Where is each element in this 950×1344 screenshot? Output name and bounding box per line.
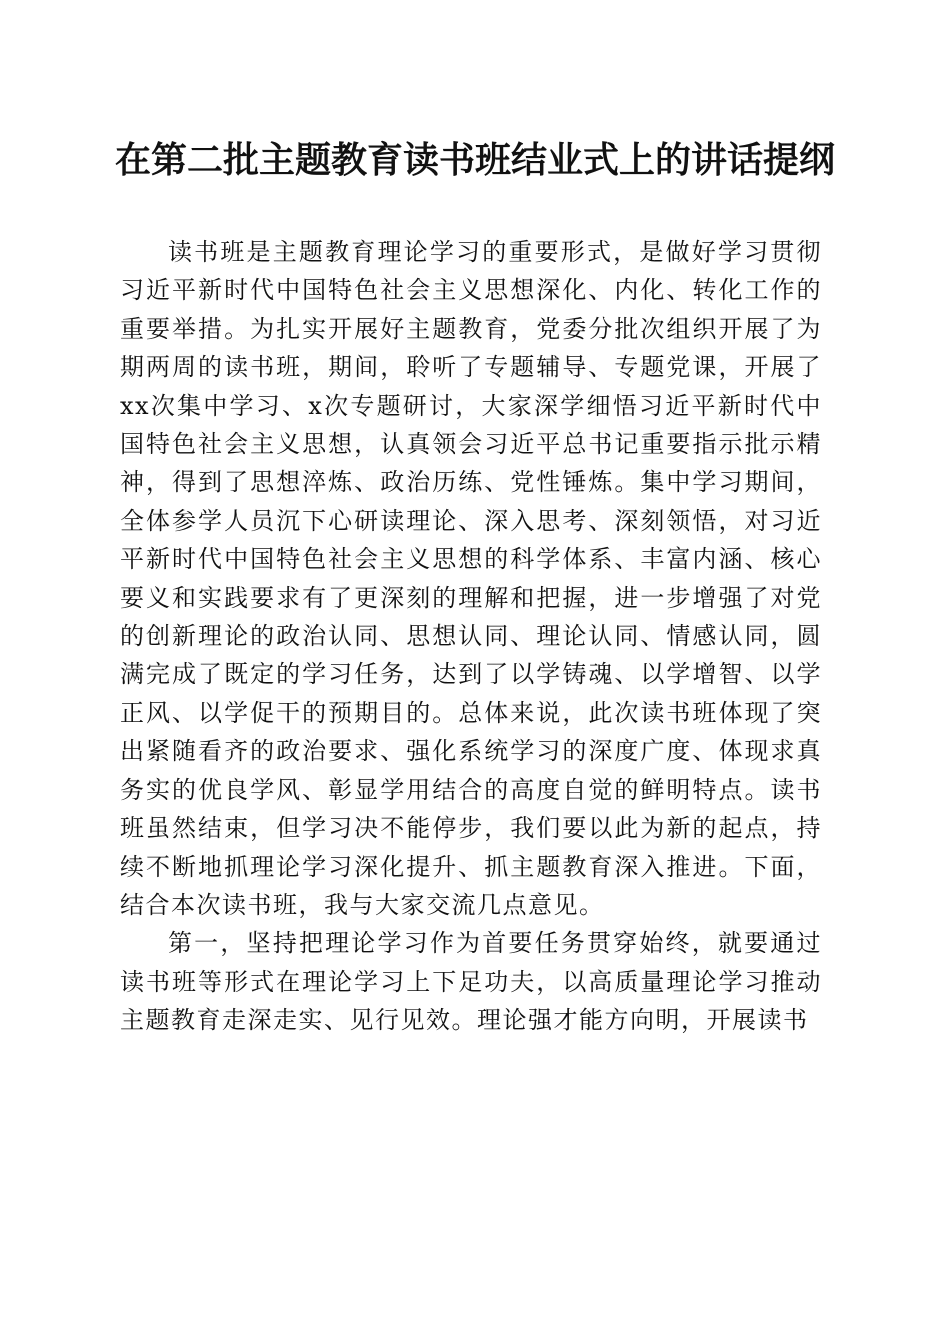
document-title: 在第二批主题教育读书班结业式上的讲话提纲 <box>114 139 835 181</box>
paragraph-point-one: 第一，坚持把理论学习作为首要任务贯穿始终，就要通过读书班等形式在理论学习上下足功夫，以高质量理论学习推动主题教育走深走实、见行见效。理论强才能方向明，开展读书 <box>120 929 822 1035</box>
paragraph-intro: 读书班是主题教育理论学习的重要形式，是做好学习贯彻习近平新时代中国特色社会主义思想深化、内化、转化工作的重要举措。为扎实开展好主题教育，党委分批次组织开展了为期两周的读书班，期间，聆听了专题辅导、专题党课，开展了xx次集中学习、x次专题研讨，大家深学细悟习近平新时代中国特色社会主义思想，认真领会习近平总书记重要指示批示精神，得到了思想淬炼、政治历练、党性锤炼。集中学习期间，全体参学人员沉下心研读理论、深入思考、深刻领悟，对习近平新时代中国特色社会主义思想的科学体系、丰富内涵、核心要义和实践要求有了更深刻的理解和把握，进一步增强了对党的创新理论的政治认同、思想认同、理论认同、情感认同，圆满完成了既定的学习任务，达到了以学铸魂、以学增智、以学正风、以学促干的预期目的。总体来说，此次读书班体现了突出紧随看齐的政治要求、强化系统学习的深度广度、体现求真务实的优良学风、彰显学用结合的高度自觉的鲜明特点。读书班虽然结束，但学习决不能停步，我们要以此为新的起点，持续不断地抓理论学习深化提升、抓主题教育深入推进。下面，结合本次读书班，我与大家交流几点意见。 <box>120 238 822 919</box>
document-body <box>120 233 822 1040</box>
